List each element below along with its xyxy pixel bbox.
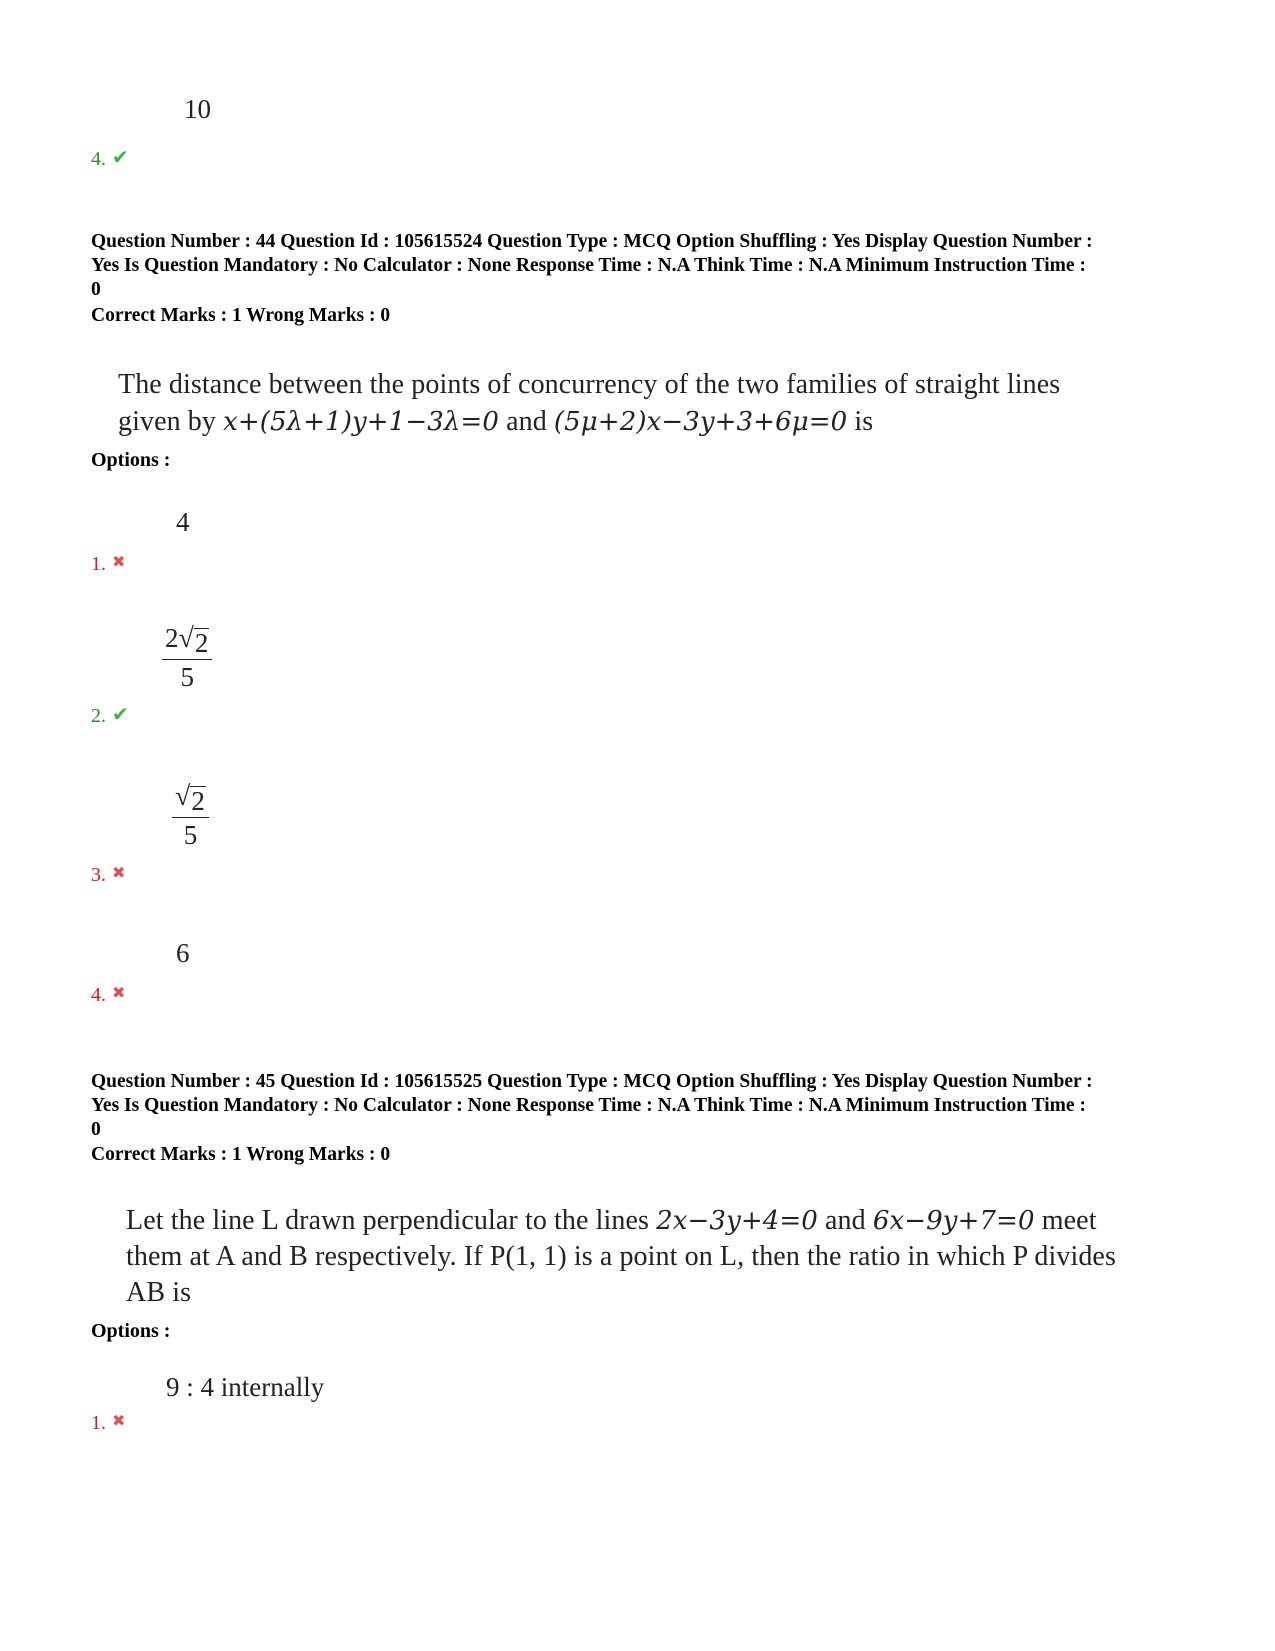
equation: (5μ+2)x−3y+3+6μ=0 [553,407,848,437]
option-number-label: 2. [91,705,106,727]
option-number [91,983,125,1007]
question-fragment: and [825,1205,866,1236]
sqrt: √ 2 [175,781,205,816]
option-number [91,702,129,728]
fraction-denominator: 5 [183,820,198,850]
question-line: them at A and B respectively. If P(1, 1) is a point on L, then the ratio in which P divides [126,1241,1116,1272]
check-icon: ✔ [112,704,129,726]
question-marks: Correct Marks : 1 Wrong Marks : 0 [91,305,391,326]
option-number-label: 1. [91,553,106,575]
radicand: 2 [191,786,205,816]
option-number-label: 4. [91,984,106,1006]
question-fragment: Let the line L drawn perpendicular to the lines [126,1205,650,1236]
cross-icon: ✖ [112,985,126,1002]
meta-line: Yes Is Question Mandatory : No Calculator : None Response Time : N.A Think Time : N.A Minimum Instruction Time : [91,255,1086,276]
option-number-label: 1. [91,1412,106,1434]
check-icon: ✔ [112,147,129,169]
fraction-denominator: 5 [180,662,194,692]
question-meta [91,230,1201,302]
question-marks: Correct Marks : 1 Wrong Marks : 0 [91,1144,391,1165]
question-fragment: meet [1041,1205,1097,1236]
equation: 6x−9y+7=0 [872,1206,1035,1236]
meta-line: Question Number : 44 Question Id : 105615524 Question Type : MCQ Option Shuffling : Yes Display Question Number : [91,231,1093,252]
option-value: 4 [176,507,190,537]
question-line [126,1203,1226,1239]
question-fragment: given by [118,406,217,437]
question-line: AB is [126,1277,192,1308]
equation: x+(5λ+1)y+1−3λ=0 [223,407,499,437]
option-number [91,145,129,171]
equation: 2x−3y+4=0 [656,1206,818,1236]
option-value-fraction [162,622,212,694]
option-number [91,1411,125,1435]
option-value-fraction [172,780,209,852]
sqrt: √ 2 [178,623,209,658]
option-value: 6 [176,938,190,968]
meta-line: 0 [91,1119,101,1140]
option-value: 9 : 4 internally [166,1372,325,1402]
radicand: 2 [194,628,209,658]
options-label: Options : [91,449,171,471]
question-fragment: is [854,406,874,437]
cross-icon: ✖ [112,554,126,571]
meta-line: Question Number : 45 Question Id : 105615525 Question Type : MCQ Option Shuffling : Yes Display Question Number : [91,1071,1093,1092]
option-value: 10 [184,94,211,124]
question-text [118,366,1218,441]
question-text [126,1203,1226,1311]
option-number [91,552,125,576]
meta-line: Yes Is Question Mandatory : No Calculator : None Response Time : N.A Think Time : N.A Minimum Instruction Time : [91,1095,1086,1116]
question-line [118,403,1218,441]
options-label: Options : [91,1320,171,1342]
question-fragment: and [506,406,547,437]
question-line: The distance between the points of concurrency of the two families of straight lines [118,369,1061,400]
fraction-numerator [162,622,212,660]
option-number-label: 3. [91,864,106,886]
cross-icon: ✖ [112,865,126,882]
fraction-numerator [172,780,209,818]
option-number-label: 4. [91,148,106,170]
question-meta [91,1070,1201,1142]
meta-line: 0 [91,279,101,300]
option-number [91,863,125,887]
coefficient: 2 [165,623,179,653]
cross-icon: ✖ [112,1413,126,1430]
